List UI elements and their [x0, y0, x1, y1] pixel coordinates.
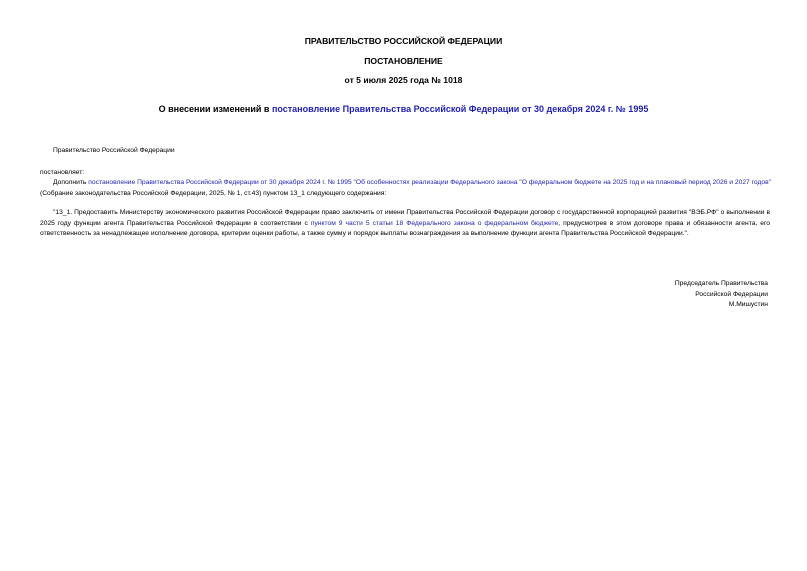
p1-link[interactable]: постановление Правительства Российской Федерации от 30 декабря 2024 г. № 1995 "Об особенностях реализации Федерального закона "О федеральном бюджете на 2025 год и на плановый период 2026 и 2027 годов"	[88, 179, 772, 186]
government-heading: ПРАВИТЕЛЬСТВО РОССИЙСКОЙ ФЕДЕРАЦИИ	[304, 36, 503, 46]
issuer-text: Правительство Российской Федерации	[53, 147, 175, 154]
document-title	[0, 104, 807, 115]
p1-start: Дополнить	[53, 179, 89, 186]
document-type: ПОСТАНОВЛЕНИЕ	[364, 56, 443, 66]
decrees-text: постановляет:	[40, 169, 85, 176]
p2-start: "13_1. Предоставить Министерству экономического развития Российской Федерации право заключить от имени Правительства Российской Федерации договор с государственной корпорацией развития "ВЭБ.РФ" о выполнении в 2025 году функции агента Правительства Российской Федерации в соответствии с	[40, 209, 770, 227]
signature-name: М.Мишустин	[728, 301, 768, 308]
p1-end: (Собрание законодательства Российской Федерации, 2025, № 1, ст.43) пунктом 13_1 следующего содержания:	[40, 189, 387, 197]
p2-end: , предусмотрев в этом договоре права и обязанности агента, его ответственность за ненадлежащее исполнение договора, критерии оценки работы, а также сумму и порядок выплаты вознаграждения за выполнение функции агента Правительства Российской Федерации.".	[40, 219, 771, 238]
signature-position-line1: Председатель Правительства	[674, 280, 768, 287]
title-link[interactable]: постановление Правительства Российской Федерации от 30 декабря 2024 г. № 1995	[271, 104, 649, 114]
p2-link[interactable]: пунктом 9 части 5 статьи 18 Федерального закона о федеральном бюджете	[310, 219, 559, 227]
signature-position-line2: Российской Федерации	[695, 291, 768, 298]
title-prefix: О внесении изменений в	[158, 104, 272, 114]
paragraph-amendment	[40, 178, 775, 199]
document-date-number: от 5 июля 2025 года № 1018	[344, 75, 463, 85]
paragraph-13-1	[40, 208, 770, 240]
